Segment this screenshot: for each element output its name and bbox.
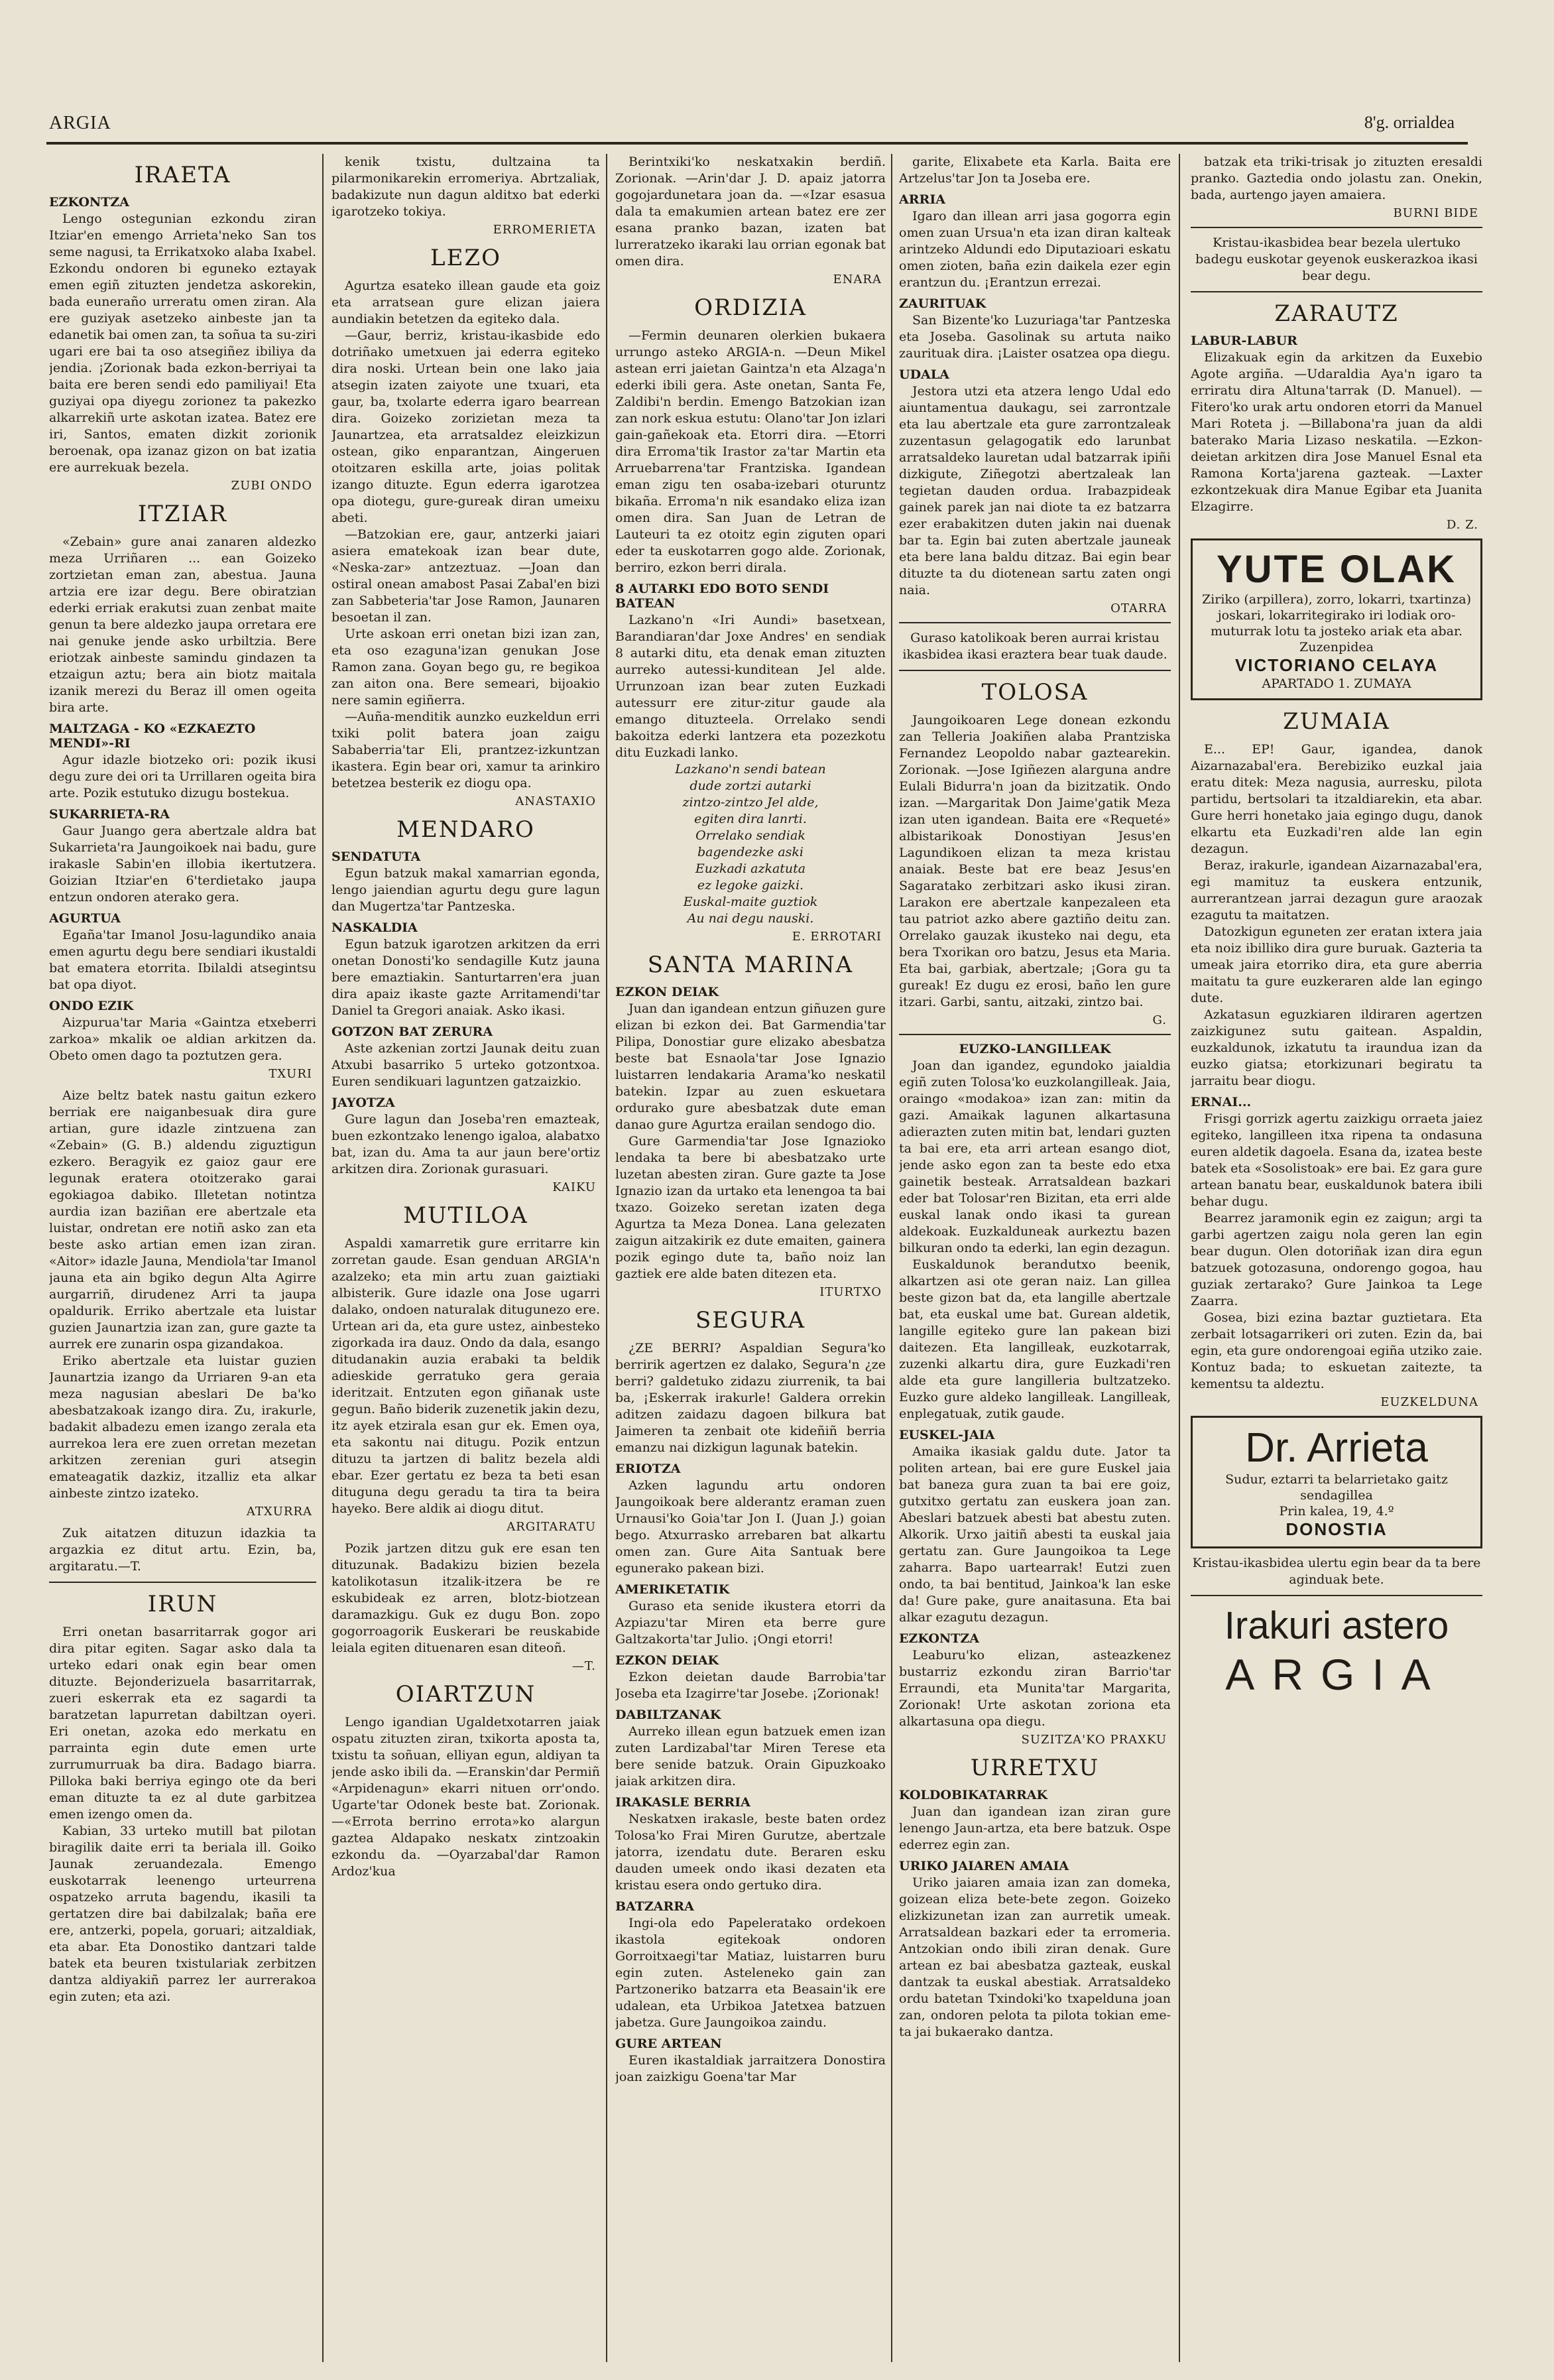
poem-line: egiten dira lanrti. <box>694 812 807 826</box>
article-paragraph: —Fermin deunaren olerkien bukaera urrungo asteko ARGIA-n. —Deun Mikel astean erri jaietan Gaintza'n eta Alzaga'n ederki ibili gera. Aste onetan, Santa Fe, Zaldibi'n berdin. Emengo Batzokian izan zan nork eskua estutu: Olano'tar Jon izlari gain-gañekoak eta. Etorri dira. —Etorri dira Erroma'tik Irastor za'tar Martin eta Arruebarrena'tar Frantziska. Igandean eman zigu ten osaba-izebari oturuntz bikaña. Erroma'n nik esandako eliza izan omen dira. San Juan de Letran de Lauteuri ta ez otoitz egin ziguten opari eder ta euskotarren gogo alde. Zorionak, berriro, ezkon berri dirala. <box>615 328 886 575</box>
divider <box>1191 1595 1482 1596</box>
signature: —T. <box>571 1659 596 1673</box>
article-heading: ARRIA <box>899 192 945 207</box>
column-5 <box>1191 154 1482 2362</box>
column-1 <box>49 154 316 2362</box>
header-page-number: 8'g. orrialdea <box>1364 113 1455 132</box>
section-title: TOLOSA <box>981 679 1089 706</box>
article-heading: ONDO EZIK <box>49 999 134 1013</box>
article-heading: MALTZAGA - KO «EZKAEZTO MENDI»-RI <box>49 721 256 751</box>
article-paragraph: Jestora utzi eta atzera lengo Udal edo aiuntamentua daukagu, sei zarrontzale eta lau abertzale eta gure zarrontzaleak zuzentasun gelagogatik edo larunbat arratsaldeko lauretan udal batzarrak ipiñi dizkigute, Ziñegotzi abertzaleak lan tegietan dauden ordua. Irabazpideak gainek parek jan nai diote ta ez batzarra ezer erabakitzen duten jakin nai duenak bar ta. Egin bai zuten abertzale jauneak eta bere lana baldu ditzaz. Bai egin bear dituzte ta du diotenean sartu zaten ongi naia. <box>899 384 1171 597</box>
signature: BURNI BIDE <box>1393 206 1478 220</box>
ad-body: Ziriko (arpillera), zorro, lokarri, txartinza) joskari, lokarritegirako iri lodiak oro-muturrak lotu ta josteko ariak eta abar. Zuzenpidea <box>1201 592 1472 655</box>
poem-line: zintzo-zintzo Jel alde, <box>682 795 819 810</box>
article-heading: SUKARRIETA-RA <box>49 807 170 822</box>
article-paragraph: Egun batzuk igarotzen arkitzen da erri onetan Donosti'ko sendagille Kutz jauna bere emaztiakin. Santurtarren'era juan dira apaiz ikaste gazte Arritamendi'tar Daniel ta Gregori anaiak. Asko ikasi. <box>331 937 600 1018</box>
article-paragraph: Beraz, irakurle, igandean Aizarnazabal'era, egi mamituz ta euskera entzunik, aurrerantzean jarrai dezagun gure araozak ezagutu ta maitatzen. <box>1191 858 1482 922</box>
article-paragraph: Gure lagun dan Joseba'ren emazteak, buen ezkontzako lenengo igaloa, alabatxo bat, izan du. Ama ta aur jaun bere'ortiz arkitzen dira. Zorionak gurasuari. <box>331 1112 600 1176</box>
article-paragraph: Neskatxen irakasle, beste baten ordez Tolosa'ko Frai Miren Gurutze, abertzale jatorra, izendatu dute. Beraren esku dauden umeek ondo ikasi dezaten eta kristau esera ondo gertuko dira. <box>615 1812 886 1893</box>
article-paragraph: —Batzokian ere, gaur, antzerki jaiari asiera ematekoak izan bear dute, «Neska-zar» antzeztuaz. —Joan dan ostiral onean amabost Pasai Zabal'en bizi zan Sabbeteria'tar Jose Ramon, Jaunaren besoetan il zan. <box>331 527 600 625</box>
article-paragraph: Juan dan igandean entzun giñuzen gure elizan bi ezkon dei. Bat Garmendia'tar Pilipa, Donostiar gure elizako abesbatza beste bat Esnaola'tar Jose Ignazio luistarren lendakaria Arama'ko neskatil batekin. Izpar au zuen eskuetara ordurako gure abesbatzak dute eman danao gure Agurtza erailan sendogo dio. <box>615 1001 886 1132</box>
column-2 <box>331 154 600 2362</box>
subheading: EUSKEL-JAIA <box>899 1428 995 1442</box>
column-divider <box>1179 154 1180 2362</box>
section-title: URRETXU <box>970 1755 1100 1781</box>
signature: ANASTAXIO <box>515 794 596 808</box>
article-paragraph: Euren ikastaldiak jarraitzera Donostira joan zaizkigu Goena'tar Mar <box>615 2053 886 2084</box>
article-paragraph: Berintxiki'ko neskatxakin berdiñ. Zorionak. —Arin'dar J. D. apaiz jatorra gogojardunetara joan da. —«Izar esasua dala ta emakumien artean batez ere zer esana pranko bazan, izaten bat lurreratzeko ikaraki lau orrian egonak bat omen dira. <box>615 155 886 269</box>
article-heading: SENDATUTA <box>331 849 421 864</box>
divider <box>899 670 1171 671</box>
article-paragraph: Azken lagundu artu ondoren Jaungoikoak bere alderantz eraman zuen Urnausi'ko Goia'tar Jon I. (Juan J.) goian bego. Atxurrasko arrebaren bat alkartu omen zan. Gure Aita Santuak bere egunerako pakean bizi. <box>615 1478 886 1576</box>
article-heading: IRAKASLE BERRIA <box>615 1795 750 1810</box>
article-heading: URIKO JAIAREN AMAIA <box>899 1859 1069 1873</box>
section-title: MENDARO <box>396 816 535 843</box>
article-paragraph: Elizakuak egin da arkitzen da Euxebio Agote argiña. —Udaraldia Aya'n igaro ta erriratu dira Altuna'tarrak (D. Manuel). —Fitero'ko urak artu ondoren etorri da Manuel Mari Roteta j. —Billabona'ra juan da aldi baterako Maria Lizaso neskatila. —Ezkon-deietan arkitzen dira Jose Manuel Esnal eta Ramona Korta'jarena gazteak. —Laxter ezkontzekuak dira Manue Egibar eta Juanita Elzagirre. <box>1191 350 1482 514</box>
article-paragraph: Kabian, 33 urteko mutill bat pilotan biragilik daite erri ta beriala ill. Goiko Jaunak zeruandezala. Emengo euskotarrak leenengo urteurrena ospatzeko arruta bagendu, ikasili ta gertatzen dire bai dabilzalak; baña ere ere, antzerki, popela, goruari; aitzaldiak, eta abar. Eta Donostiko dantzari talde batek eta beuren txistulariak zerbitzen dantza aldiyakiñ parrez ler aurrerakoa egin zuten; eta azi. <box>49 1824 316 2004</box>
article-paragraph: Erri onetan basarritarrak gogor ari dira pitar egiten. Sagar asko dala ta urteko edari onak egin bear omen dituzte. Bejonderizuela basarritarrak, zueri eskerrak eta ez sagardi ta baratzetan lapurretan dabiltzan oyeri. Eri onetan, azoka edo merkatu en parrainta egin dute emen urte zurrumurruak ba dira. Badago biarra. Pilloka baki berriya egingo ote da beri eman dituzte ta ez al dute garbitzea emen izengo omen da. <box>49 1625 316 1822</box>
article-paragraph: Joan dan igandez, egundoko jaialdia egiñ zuten Tolosa'ko euzkolangilleak. Jaia, oraingo «modakoa» izan zan: mitin da gazi. Amaikak lagunen alkartasuna adierazten zuten mitin bat, lendari guzten ta bai ere, eta arri artean esango diot, jende asko egon zan ta beste edo etxa gainetik besteak. Arratsaldean bazkari eder bat Tolosar'ren Bizitan, eta erri alde euskal lanak ondo ikasi ta gurean aldekoak. Euzkalduneak aurkeztu bazen bilkuran ondo ta ederki, lan egin dezagun. <box>899 1058 1171 1255</box>
subheading: EZKONTZA <box>899 1631 980 1646</box>
divider <box>1191 291 1482 292</box>
section-title: ITZIAR <box>137 501 228 527</box>
article-heading: EZKON DEIAK <box>615 985 719 999</box>
ad-specialty: Sudur, eztarri ta belarrietako gaitz sendagillea <box>1225 1472 1448 1503</box>
ad-company: VICTORIANO CELAYA <box>1234 655 1439 675</box>
advertisement-yute-olak <box>1191 538 1482 700</box>
ad-line: Irakuri astero <box>1224 1604 1449 1647</box>
signature: ZUBI ONDO <box>231 479 312 493</box>
article-paragraph: Azkatasun eguzkiaren ildiraren agertzen zaizkigunez sutu gaitean. Aspaldin, euzkaldunok, izkatutu ta iraundua izan da euzko giatsa; etorkizunari begiratu ta jarraitu bear diogu. <box>1191 1007 1482 1088</box>
article-paragraph: batzak eta triki-trisak jo zituzten eresaldi pranko. Gaztedia ondo jolastu zan. Onekin, bada, aurtengo jayen amaiera. <box>1191 155 1482 202</box>
divider <box>1191 227 1482 228</box>
article-paragraph: Jaungoikoaren Lege donean ezkondu zan Telleria Joakiñen alaba Prantziska Fernandez Leopoldo nabar gaztearekin. Zorionak. —Jose Igiñezen alarguna andre Eulali Bidurra'n joan da bizitzatik. Ondo izan. —Margaritak Don Jaime'gatik Meza izan uten igandean. Baita ere «Requeté» albistarikoak Donostiyan Jesus'en Lagundikoen elizan ta meza kristau anaiak. Beste bat ere beaz Jesus'en Sagaratako zerbitzari asko ikusi ziran. Larakon ere abertzale kanpezaleen eta tau patriot azko abere gaztiño deitu zan. Orrelako gauzak ikusteko nai degu, eta bera Txorikan oro batzu, Jesus eta Maria. Eta bai, garbiak, abertzale; ¡Gora gu ta gureak! Ez dugu ez erosi, baño len gure itzari. Garbi, santu, aitzaki, zintzo bai. <box>899 713 1171 1009</box>
poem-line: Euskal-maite guztiok <box>683 895 818 909</box>
notice: Kristau-ikasbidea ulertu egin bear da ta bere aginduak bete. <box>1192 1556 1481 1587</box>
signature: ENARA <box>833 273 882 286</box>
section-title: IRUN <box>147 1591 218 1617</box>
article-paragraph: Uriko jaiaren amaia izan zan domeka, goizean eliza bete-bete zegon. Goizeko elizkizunetan izan zan aurretik umeak. Arratsaldean bazkari eder ta erromeria. Antzokian ondo ibili ziran denak. Gure artean ez bai abesbatza gazteak, euskal dantzak ta euskal abestiak. Arratsaldeko ordu batetan Txindoki'ko txapelduna joan zan, ondoren pelota ta pilota tokian eme- ta jai bukaerako dantza. <box>899 1875 1171 2039</box>
article-paragraph: Datozkigun eguneten zer eratan ixtera jaia eta noiz ibilliko dira gure buruak. Gazteria ta umeak jaira etorriko dira, eta gure aberria maitatu ta gure euzkeraren alde lan egingo dute. <box>1191 924 1482 1005</box>
signature: KAIKU <box>552 1180 596 1194</box>
signature: EUZKELDUNA <box>1380 1395 1478 1409</box>
article-paragraph: Aize beltz batek nastu gaitun ezkero berriak ere naiganbesuak dira gure artian, gure idazle zintzuena zan «Zebain» (G. B.) aldendu ziguztigun ezkero. Beragyik ez gaioz gaur ere legunak eratera otoitzerako garai egokiagoa dabiko. Illetetan notintza aurdia izan baziñan ere abertzale eta luistar, ondretan ere notiñ asko zan eta beste asko artian emen izan ziran. «Aitor» idazle Jauna, Mendiola'tar Imanol jauna eta ain bgiko degun Alta Agirre aurgarriñ, dirudenez Arri ta jaupa opaldurik. Erriko abertzale eta luistar guzien Jaunartzia izan zan, gure gazte ta aurrek ere zunarin ospa gizandakoa. <box>49 1088 316 1351</box>
article-paragraph: Igaro dan illean arri jasa gogorra egin omen zuan Ursua'n eta izan diran kalteak arintzeko Aldundi edo Diputazioari eskatu omen zioten, baña ezin daikela ezer egin erantzun du. ¡Erantzun errezai. <box>899 209 1171 290</box>
article-paragraph: Urte askoan erri onetan bizi izan zan, eta oso ezaguna'izan genukan Jose Ramon zana. Goyan bego gu, re begikoa zan aiton ona. Bere semeari, bijoakio nere samin egiñerra. <box>331 627 600 708</box>
notice: Guraso katolikoak beren aurrai kristau ikasbidea ikasi eraztera bear tuak daude. <box>902 631 1167 662</box>
article-paragraph: Amaika ikasiak galdu dute. Jator ta politen artean, bai ere gure Euskel jaia bat baneza gura zuan ta bai ere goiz, gutxitxo gertatu zan euskera joan zan. Abeslari batzuek abesti bat abestu zuten. Alkorik. Urxo jaitiñ abesti ta euskal jaia gertatu zan. Gure Jaungoikoa ta Lege zaharra. Bapo uartearrak! Eutzi zuen ondo, ta bai bentitud, Jainkoa'k lan eske da! Gure pake, gure anaitasuna. Eta bai alkar ezagutu dezagun. <box>899 1444 1171 1625</box>
article-paragraph: Lengo ostegunian ezkondu ziran Itziar'en emengo Arrieta'neko San tos seme nagusi, ta Errikatxoko alaba Ixabel. Ezkondu ondoren bi eguneko eztayak emen egiñ zituzten jendetza askorekin, bada euneraño urreratu omen ziran. Ala ere guziyak asetzeko ainbeste jan ta edanetik bai omen zan, ta soñua ta su-ziri ugari ere bai ta oso atsegiñez ibiliya da jendia. ¡Zorionak bada ezkon-berriyai ta baita ere beren sendi edo pamiliyai! Eta guziyai opa diyegu zorionez ta pakezko alkarrekiñ urte askotan izatea. Batez ere iri, Santos, ematen dizkit zorionik beroenak, opa izanaz gizon on bat izatia ere aurrekuak bezela. <box>49 212 316 475</box>
article-paragraph: E... EP! Gaur, igandea, danok Aizarnazabal'era. Berebiziko euzkal jaia eratu ditek: Meza nagusia, aurresku, pilota partidu, bertsolari ta itzaldiarekin, eta abar. Gure herri honetako jaia egingo dugu, danok elkartu eta Euzkadi'ren alde lan egin dezagun. <box>1191 742 1482 856</box>
article-heading: EZKONTZA <box>49 195 130 210</box>
article-heading: JAYOTZA <box>331 1096 395 1110</box>
signature: TXURI <box>269 1067 312 1081</box>
ad-address: Prin kalea, 19, 4.º <box>1279 1504 1394 1519</box>
article-paragraph: Lazkano'n «Iri Aundi» basetxean, Barandiaran'dar Joxe Andres' en sendiak 8 autarki ditu, eta denak eman zituzten aurreko autessi-kunditean Jel alde. Urrunzoan izan bear zuten Euzkadi autessurr ere zitur-zitur gaude ala emango dituzteela. Orrelako sendi bakoitza ederki lantzera eta pozezkotu ditu Euzkadi lanko. <box>615 613 886 760</box>
article-paragraph: Egaña'tar Imanol Josu-lagundiko anaia emen agurtu degu bere sendiari ikustaldi bat ematera etorrita. Ibilaldi atsegintsu bat opa diyot. <box>49 928 316 992</box>
signature: OTARRA <box>1110 601 1167 615</box>
column-3 <box>615 154 886 2362</box>
article-heading: LABUR-LABUR <box>1191 334 1297 348</box>
column-divider <box>606 154 607 2362</box>
article-paragraph: San Bizente'ko Luzuriaga'tar Pantzeska eta Joseba. Gasolinak su artuta naiko zaurituak dira. ¡Laister osatzea opa diegu. <box>899 313 1171 361</box>
article-paragraph: «Zebain» gure anai zanaren aldezko meza Urriñaren ... ean Goizeko zortzietan eman zan, abestua. Jauna artzia ere izar degu. Bere obiratzian ederki erriak erakutsi zuan zenbat maite genun ta bere aldezko jaupa orretara ere nai genuke jende asko urbiltzia. Bere eriotzak ainbeste samindu gindazen ta etzaigun aztu; bera ain biotz maitala izanik merezi du Beraz ill omen ogeita bira arte. <box>49 534 316 715</box>
column-4 <box>899 154 1171 2362</box>
article-paragraph: ¿ZE BERRI? Aspaldian Segura'ko berririk agertzen ez dalako, Segura'n ¿ze berri? galdetuko zidazu ziurrenik, ta bai ba, ¡Eskerrak irakurle! Galdera orrekin aditzen zaidazu dagoen bilkura bat Jaimeren ta zenbait ote kideñiñ berria emanzu nai dizkigun lagunak batekin. <box>615 1341 886 1455</box>
section-title: ZARAUTZ <box>1274 300 1399 327</box>
editor-note: Zuk aitatzen dituzun idazkia ta argazkia ez ditut artu. Ezin, ba, argitaratu.—T. <box>49 1526 316 1574</box>
article-paragraph: Lengo igandian Ugaldetxotarren jaiak ospatu zituzten ziran, txikorta aposta ta, txistu ta soñuan, elliyan egun, aldiyan ta jende asko ibili da. —Eranskin'dar Permiñ «Arpidenagun» ekarri nituen orr'ondo. Ugarte'tar Odonek beste bat. Zorionak. —«Errota berrino errota»ko alargun gaztea Aldapako neskatx zintzoakin ezkondu da. —Oyarzabal'dar Ramon Ardoz'kua <box>331 1715 600 1879</box>
article-paragraph: Gure Garmendia'tar Jose Ignazioko lendaka ta bere bi abesbatzako urte luzetan abesten ziran. Gure gazte ta Jose Ignazio izan da urtako eta lenengoa ta bai txazo. Goizeko seretan izaten dega Agurtza ta Meza Donea. Lana gelezaten zaigun aitzakirik ez dute emaiten, gainera pozik egingo dute ta, baño noiz lan gaztiek ere alde baten ditezen eta. <box>615 1134 886 1281</box>
article-heading: GURE ARTEAN <box>615 2036 722 2051</box>
article-paragraph: Gaur Juango gera abertzale aldra bat Sukarrieta'ra Jaungoikoek nai badu, gure irakasle Sabin'en illobia ikertutzera. Goizian Itziar'en 6'terdietako jaupa entzun ondoren aterako gera. <box>49 824 316 905</box>
divider <box>49 1582 316 1583</box>
signature: ITURTXO <box>819 1285 882 1299</box>
section-title: SANTA MARINA <box>647 952 854 978</box>
article-paragraph: Aste azkenian zortzi Jaunak deitu zuan Atxubi basarriko 5 urteko gotzontxoa. Euren sendikuari laguntzen gatzaizkio. <box>331 1041 600 1089</box>
article-paragraph: Aurreko illean egun batzuek emen izan zuten Lardizabal'tar Miren Terese eta bere senide batzuk. Orain Gipuzkoako jaiak arkitzen dira. <box>615 1724 886 1788</box>
article-heading: UDALA <box>899 367 949 382</box>
advertisement-argia <box>1191 1603 1482 1700</box>
signature: ERROMERIETA <box>493 223 596 237</box>
header-rule <box>46 142 1468 145</box>
header-title: ARGIA <box>49 113 111 133</box>
article-paragraph: Guraso eta senide ikustera etorri da Azpiazu'tar Miren eta berre gure Galtzakorta'tar Julio. ¡Ongi etorri! <box>615 1599 886 1647</box>
article-heading: ERIOTZA <box>615 1462 681 1476</box>
article-paragraph: garite, Elixabete eta Karla. Baita ere Artzelus'tar Jon ta Joseba ere. <box>899 155 1171 186</box>
article-heading: EZKON DEIAK <box>615 1653 719 1668</box>
article-paragraph: Bearrez jaramonik egin ez zaigun; argi ta garbi agertzen zaigu nola geren lan egin bear dugun. Olen dotoriñak izan dira egun batzuek gotozasuna, ondorengo gogoa, hau guziak zertarako? Gure Jainkoa ta Lege Zaarra. <box>1191 1211 1482 1308</box>
article-paragraph: Aizpurua'tar Maria «Gaintza etxeberri zarkoa» mkalik oe aldian arkitzen da. Obeto omen dago ta poztutzen gera. <box>49 1015 316 1063</box>
section-title: IRAETA <box>134 162 231 188</box>
signature: E. ERROTARI <box>792 930 882 944</box>
article-heading: DABILTZANAK <box>615 1708 721 1722</box>
signature: ATXURRA <box>246 1505 312 1519</box>
divider <box>899 622 1171 623</box>
column-divider <box>891 154 892 2362</box>
section-title: LEZO <box>430 245 501 271</box>
poem <box>615 761 886 927</box>
article-paragraph: Ingi-ola edo Papeleratako ordekoen ikastola egitekoak ondoren Gorroitxaegi'tar Matiaz, luistarren buru egin zuten. Asteleneko gain zan Partzoneriko batzarra eta Beasain'ik ere udalean, eta Urbikoa Jatetxea batzuen jabetza. Gure Jaungoikoa zaindu. <box>615 1916 886 2030</box>
article-heading: ERNAI... <box>1191 1095 1252 1109</box>
article-paragraph: Leaburu'ko elizan, asteazkenez bustarriz ezkondu ziran Barrio'tar Erraundi, eta Munita'tar Margarita, Zorionak! Urte askotan zoriona eta alkartasuna opa diegu. <box>899 1648 1171 1729</box>
section-title: ORDIZIA <box>694 294 807 321</box>
article-paragraph: Juan dan igandean izan ziran gure lenengo Jaun-artza, eta bere batzuk. Ospe ederrez egin zan. <box>899 1804 1171 1852</box>
article-paragraph: Eriko abertzale eta luistar guzien Jaunartzia izango da Urriaren 9-an eta meza nagusian abeslari De ba'ko abesbatzakoak izango dira. Zu, irakurle, badakit albadezu emen izango zerala eta aurrekoa lera ere zuen orretan mezetan arkitzen zerenian guri atsegin emateagatik dazkiz, itzalliz eta alkar ainbeste zintzo izateko. <box>49 1353 316 1501</box>
section-title: OIARTZUN <box>395 1681 536 1708</box>
article-heading: AGURTUA <box>49 911 121 926</box>
ad-address: APARTADO 1. ZUMAYA <box>1262 676 1411 691</box>
article-heading: KOLDOBIKATARRAK <box>899 1788 1048 1802</box>
article-heading: NASKALDIA <box>331 920 418 935</box>
article-paragraph: Euskaldunok berandutxo beenik, alkartzen asi ote geran naiz. Lan gillea beste gizon bat da, eta langille abertzale bat, eta euskal ume bat. Gurean aldetik, langille egiteko gure lan pakean bizi daitezen. Eta langilleak, euzkotarrak, zuzenki alkartu dira, gure Euzkadi'ren alde eta gure langilleria bultzatzeko. Euzko gure aldeko langilleak. Langilleak, enplegatuak, zutik gaude. <box>899 1257 1171 1421</box>
signature: SUZITZA'KO PRAXKU <box>1021 1733 1167 1747</box>
poem-line: bagendezke aski <box>697 845 804 859</box>
poem-line: Lazkano'n sendi batean <box>675 762 826 777</box>
article-heading: AMERIKETATIK <box>615 1582 730 1597</box>
article-paragraph: Pozik jartzen ditzu guk ere esan ten dituzunak. Badakizu bizien bezela katolikotasun itzalik-itzera be re eskubideak ez arren, blotz-biotzean daramazkigu. Guk ez dugu Bon. zopo gogorroagorik Euskerari be reuskabide leiala egiten dituenaren esan diteoñ. <box>331 1541 600 1655</box>
ad-doctor-name: Dr. Arrieta <box>1245 1425 1428 1471</box>
section-title: ZUMAIA <box>1283 708 1390 735</box>
article-heading: BATZARRA <box>615 1899 694 1914</box>
poem-line: ez legoke gaizki. <box>697 878 804 893</box>
article-paragraph: Ezkon deietan daude Barrobia'tar Joseba eta Izagirre'tar Josebe. ¡Zorionak! <box>615 1670 886 1701</box>
section-title: SEGURA <box>695 1307 806 1334</box>
poem-line: Au nai degu nauski. <box>687 911 814 926</box>
subheading: 8 AUTARKI EDO BOTO SENDI BATEAN <box>615 582 829 611</box>
signature: D. Z. <box>1446 518 1478 532</box>
poem-line: Orrelako sendiak <box>695 828 806 843</box>
ad-brand: ARGIA <box>1225 1650 1448 1699</box>
article-paragraph: Aspaldi xamarretik gure erritarre kin zorretan gaude. Esan genduan ARGIA'n azalzeko; eta min artu zuan gaiztiaki albisterik. Gure idazle ona Jose ugarri dalako, ondoen naturalak ditugunezo ere. Urtean ari da, eta gure ustez, ainbesteko zigorkada ira dauz. Ondo da dala, esango ditudanakin auzia erabaki ta beldik adieskide gerratuko gera geraia ideritzait. Entzuten egon giñanak uste gegun. Baño biderik zuzenetik jakin dezu, itz ayek etzirala esan gur ek. Emen oya, eta sakontu nai ditugu. Pozik entzun dituzu ta jartzen di balitz bezela aldi ebar. Ezer gertatu ez beza ta beti esan dituguna degu geradu ta tira ta beira hayeko. Bere aldik ai diogu ditut. <box>331 1236 600 1516</box>
article-paragraph: Agurtza esateko illean gaude eta goiz eta arratsean gure elizan jaiera aundiakin betetzen da egiteko dala. <box>331 279 600 326</box>
article-paragraph: —Gaur, berriz, kristau-ikasbide edo dotriñako umetxuen jai ederra egiteko dira noski. Urtean bein one lako jaia atsegin izaten zaiyote une txuari, eta gaur, ba, txolarte ederra igaro bearrean dira. Goizeko zorizietan meza ta Jaunartzea, eta arratsaldez eleizkizun ostean, giko enparantzan, Aingeruen otoitzaren eskilla arte, joias politak izango dituzte. Egun ederra igarotzea opa diotegu, gure-gureak diran umeixu abeti. <box>331 328 600 525</box>
subheading: EUZKO-LANGILLEAK <box>959 1042 1111 1056</box>
signature: ARGITARATU <box>507 1520 596 1534</box>
section-title: MUTILOA <box>403 1202 528 1229</box>
ad-city: DONOSTIA <box>1285 1519 1388 1539</box>
column-divider <box>322 154 324 2362</box>
notice: Kristau-ikasbidea bear bezela ulertuko badegu euskotar geyenok euskerazkoa ikasi bear degu. <box>1195 235 1478 283</box>
article-paragraph: kenik txistu, dultzaina ta pilarmonikarekin erromeriya. Abrtzaliak, badakizute nun dagun alditxo bat ederki igarotzeko tokiya. <box>331 155 600 219</box>
ad-headline: YUTE OLAK <box>1216 548 1457 591</box>
article-paragraph: Gosea, bizi ezina baztar guztietara. Eta zerbait lotsagarrikeri ori zuten. Ezin da, bai egin, eta gure ondorengoai egiña utziko zaie. Kontuz bada; to eskuetan zaitezte, ta kementsu ta aldeztu. <box>1191 1310 1482 1391</box>
article-heading: GOTZON BAT ZERURA <box>331 1025 493 1039</box>
article-heading: ZAURITUAK <box>899 296 986 311</box>
poem-line: dude zortzi autarki <box>689 779 811 793</box>
signature: G. <box>1152 1013 1167 1027</box>
article-paragraph: —Auña-menditik aunzko euzkeldun erri txiki polit batera joan zaigu Sababerria'tar Eli, prantzez-izkuntzan ikastera. Egin bear ori, xamur ta arinkiro betetzea besterik ez diogu opa. <box>331 710 600 790</box>
advertisement-dr-arrieta <box>1191 1416 1482 1548</box>
poem-line: Euzkadi azkatuta <box>695 861 806 876</box>
article-paragraph: Egun batzuk makal xamarrian egonda, lengo jaiendian agurtu degu gure lagun dan Mugertza'tar Pantzeska. <box>331 866 600 914</box>
article-paragraph: Frisgi gorrizk agertu zaizkigu orraeta jaiez egiteko, langilleen itxa ripena ta ondasuna euren aldetik dagoela. Esana da, izatea beste batek eta «Sosolistoak» ere bai. Ez gara gure artean banatu bear, euskaldunok batera ibili behar dugu. <box>1191 1111 1482 1209</box>
article-paragraph: Agur idazle biotzeko ori: pozik ikusi degu zure dei ori ta Urrillaren ogeita bira arte. Pozik estutuko dizugu bostekua. <box>49 753 316 800</box>
divider <box>899 1034 1171 1035</box>
